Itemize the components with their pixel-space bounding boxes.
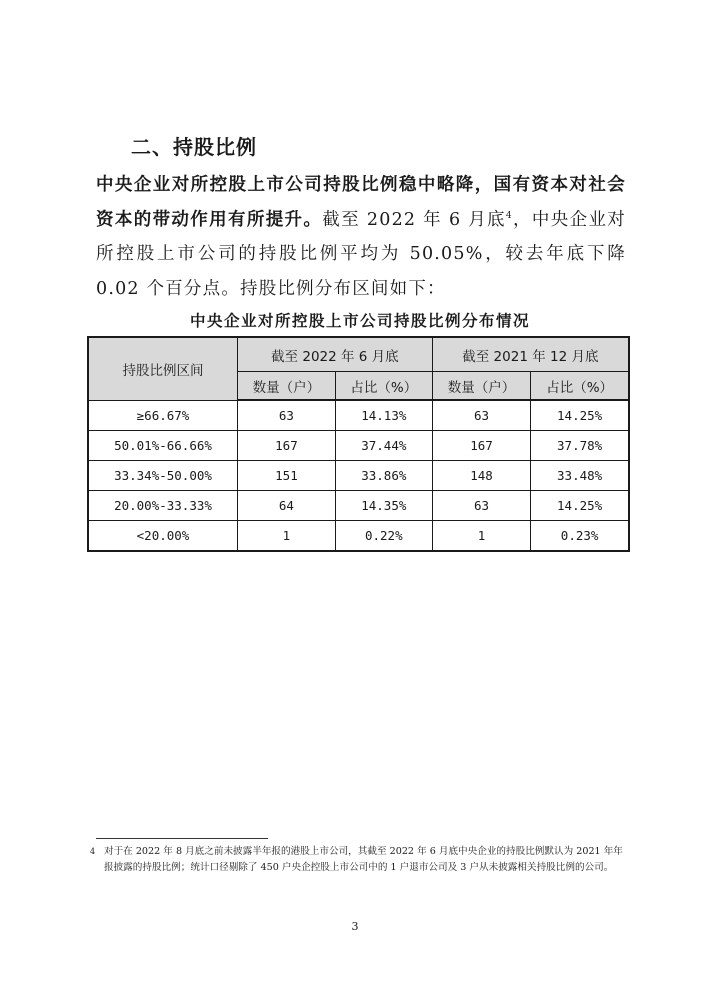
cell-share-2021: 0.23% <box>531 521 629 552</box>
footnote-divider <box>96 838 268 839</box>
header-share-2021: 占比（%） <box>531 372 629 401</box>
cell-share-2022: 14.35% <box>335 491 432 521</box>
header-range: 持股比例区间 <box>88 337 238 400</box>
cell-range: 50.01%-66.66% <box>88 431 238 461</box>
table-row <box>88 491 629 521</box>
footnote-reference[interactable]: 4 <box>505 210 513 221</box>
cell-range: ≥66.67% <box>88 400 238 431</box>
cell-count-2022: 1 <box>238 521 336 552</box>
cell-count-2022: 151 <box>238 461 336 491</box>
cell-count-2021: 167 <box>432 431 530 461</box>
cell-count-2021: 148 <box>432 461 530 491</box>
table-title: 中央企业对所控股上市公司持股比例分布情况 <box>189 312 530 330</box>
body-paragraph <box>96 168 626 306</box>
cell-count-2021: 63 <box>432 400 530 431</box>
cell-count-2022: 64 <box>238 491 336 521</box>
section-heading: 二、持股比例 <box>131 135 257 159</box>
distribution-table <box>87 336 630 552</box>
cell-count-2021: 1 <box>432 521 530 552</box>
header-share-2022: 占比（%） <box>335 372 432 401</box>
cell-share-2022: 0.22% <box>335 521 432 552</box>
table-row <box>88 461 629 491</box>
header-period-2021: 截至 2021 年 12 月底 <box>432 337 629 372</box>
cell-share-2021: 14.25% <box>531 400 629 431</box>
cell-share-2021: 37.78% <box>531 431 629 461</box>
table-row <box>88 400 629 431</box>
cell-range: 20.00%-33.33% <box>88 491 238 521</box>
cell-count-2021: 63 <box>432 491 530 521</box>
paragraph-text-continued: ，中央企业对所控股上市公司的持股比例平均为 50.05%，较去年底下降 0.02 个百分点。持股比例分布区间如下： <box>96 209 626 299</box>
cell-range: <20.00% <box>88 521 238 552</box>
header-count-2021: 数量（户） <box>432 372 530 401</box>
header-count-2022: 数量（户） <box>238 372 336 401</box>
table-row <box>88 521 629 552</box>
cell-count-2022: 63 <box>238 400 336 431</box>
footnote-marker: 4 <box>90 847 96 856</box>
footnote <box>90 844 630 876</box>
footnote-text: 对于在 2022 年 8 月底之前未披露半年报的港股上市公司，其截至 2022 年 6 月底中央企业的持股比例默认为 2021 年年报披露的持股比例；统计口径剔除了 450 户央企控股上市公司中的 1 户退市公司及 3 户从未披露相关持股比例的公司。 <box>104 846 623 873</box>
cell-share-2021: 14.25% <box>531 491 629 521</box>
table-row <box>88 431 629 461</box>
page-number: 3 <box>351 920 359 933</box>
header-period-2022: 截至 2022 年 6 月底 <box>238 337 433 372</box>
paragraph-lead-sentence: 中央企业对所控股上市公司持股比例稳中略降，国有资本对社会资本的带动作用有所提升。 <box>96 175 626 230</box>
paragraph-text: 截至 2022 年 6 月底 <box>322 209 506 230</box>
cell-share-2022: 33.86% <box>335 461 432 491</box>
cell-share-2022: 14.13% <box>335 400 432 431</box>
cell-share-2022: 37.44% <box>335 431 432 461</box>
cell-range: 33.34%-50.00% <box>88 461 238 491</box>
cell-share-2021: 33.48% <box>531 461 629 491</box>
cell-count-2022: 167 <box>238 431 336 461</box>
